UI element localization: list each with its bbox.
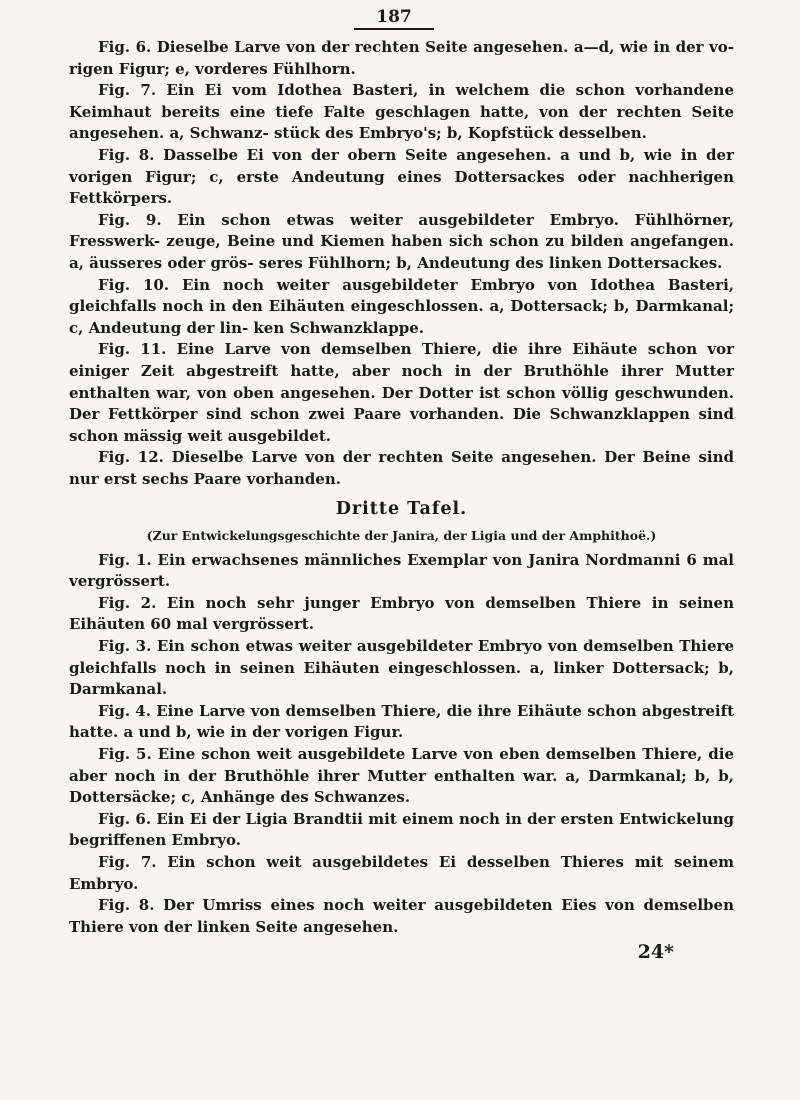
body-text xyxy=(69,37,734,964)
caption-paragraph: Fig. 11. Eine Larve von demselben Thiere, die ihre Eihäute schon vor einiger Zeit abgestreift hatte, aber noch in der Bruthöhle ihrer Mutter enthalten war, von oben angesehen. Der Dotter ist schon völlig geschwunden. Der Fettkörper sind schon zwei Paare vorhanden. Die Schwanzklappen sind schon mässig weit ausgebildet. xyxy=(69,340,734,445)
caption-paragraph: Fig. 9. Ein schon etwas weiter ausgebildeter Embryo. Fühlhörner, Fresswerk- zeuge, Beine und Kiemen haben sich schon zu bilden angefangen. a, äusseres oder grös- seres Fühlhorn; b, Andeutung des linken Dottersackes. xyxy=(69,210,734,272)
caption-paragraph: Fig. 7. Ein Ei vom Idothea Basteri, in welchem die schon vorhandene Keimhaut bereits eine tiefe Falte geschlagen hatte, von der rechten Seite angesehen. a, Schwanz- stück des Embryo's; b, Kopfstück desselben. xyxy=(69,81,734,143)
caption-paragraph: Fig. 8. Dasselbe Ei von der obern Seite angesehen. a und b, wie in der vorigen Figur; c, erste Andeutung eines Dottersackes oder nachherigen Fettkörpers. xyxy=(69,145,734,208)
caption-paragraph: Fig. 8. Der Umriss eines noch weiter ausgebildeten Eies von demselben Thiere von der linken Seite angesehen. xyxy=(69,896,734,936)
signature-mark: 24* xyxy=(637,941,674,964)
section-heading: Dritte Tafel. xyxy=(335,499,468,520)
caption-paragraph: Fig. 5. Eine schon weit ausgebildete Larve von eben demselben Thiere, die aber noch in der Bruthöhle ihrer Mutter enthalten war. a, Darmkanal; b, b, Dottersäcke; c, Anhänge des Schwanzes. xyxy=(69,745,734,807)
caption-paragraph: Fig. 1. Ein erwachsenes männliches Exemplar von Janira Nordmanni 6 mal vergrössert. xyxy=(69,550,734,591)
section-subheading: (Zur Entwickelungsgeschichte der Janira, der Ligia und der Amphithoë.) xyxy=(146,528,657,544)
figure-captions-plate-3 xyxy=(69,550,734,939)
caption-paragraph: Fig. 7. Ein schon weit ausgebildetes Ei desselben Thieres mit seinem Embryo. xyxy=(69,852,734,893)
caption-paragraph: Fig. 2. Ein noch sehr junger Embryo von demselben Thiere in seinen Eihäuten 60 mal vergrössert. xyxy=(69,593,734,634)
caption-paragraph: Fig. 4. Eine Larve von demselben Thiere, die ihre Eihäute schon abgestreift hatte. a und b, wie in der vorigen Figur. xyxy=(69,701,734,742)
caption-paragraph: Fig. 6. Dieselbe Larve von der rechten Seite angesehen. a—d, wie in der vo- rigen Figur; e, vorderes Fühlhorn. xyxy=(69,38,734,78)
page-number: 187 xyxy=(354,6,434,30)
figure-captions-plate-2 xyxy=(69,37,734,490)
caption-paragraph: Fig. 6. Ein Ei der Ligia Brandtii mit einem noch in der ersten Entwickelung begriffenen Embryo. xyxy=(69,809,734,850)
caption-paragraph: Fig. 10. Ein noch weiter ausgebildeter Embryo von Idothea Basteri, gleichfalls noch in den Eihäuten eingeschlossen. a, Dottersack; b, Darmkanal; c, Andeutung der lin- ken Schwanzklappe. xyxy=(69,275,734,337)
caption-paragraph: Fig. 3. Ein schon etwas weiter ausgebildeter Embryo von demselben Thiere gleichfalls noch in seinen Eihäuten eingeschlossen. a, linker Dottersack; b, Darmkanal. xyxy=(69,637,734,699)
caption-paragraph: Fig. 12. Dieselbe Larve von der rechten Seite angesehen. Der Beine sind nur erst sechs Paare vorhanden. xyxy=(69,448,734,488)
